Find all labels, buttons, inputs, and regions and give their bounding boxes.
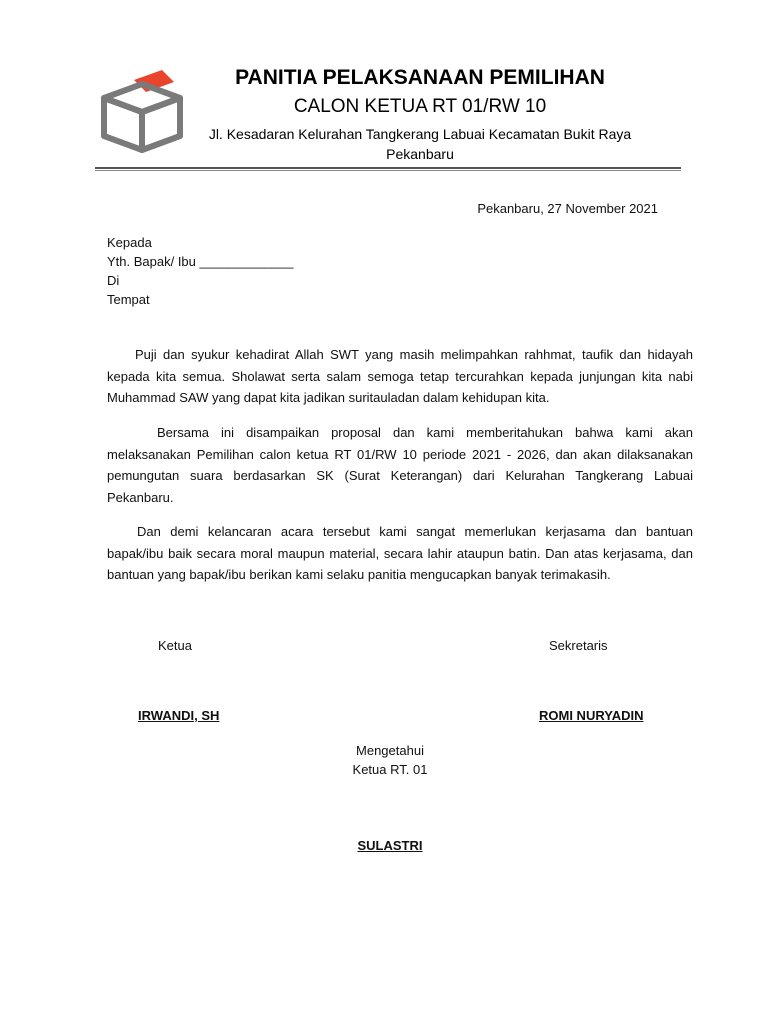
recipient-line-kepada: Kepada [107,235,152,250]
letterhead-subtitle: CALON KETUA RT 01/RW 10 [293,96,547,117]
ketua-rt-name: SULASTRI [357,838,423,853]
sekretaris-role-label: Sekretaris [549,638,608,653]
recipient-line-tempat: Tempat [107,292,150,307]
recipient-line-di: Di [107,273,120,288]
mengetahui-label: Mengetahui [356,743,424,758]
recipient-line-yth: Yth. Bapak/ Ibu _____________ [107,254,294,269]
letterhead-divider-thin [95,170,681,171]
letter-date: Pekanbaru, 27 November 2021 [477,201,658,216]
body-paragraph-2: Bersama ini disampaikan proposal dan kami memberitahukan bahwa kami akan melaksanakan Pemilihan calon ketua RT 01/RW 10 periode 2021 - 2026, dan akan dilaksanakan pemungutan suara berdasarkan SK (Surat Keterangan) dari Kelurahan Tangkerang Labuai Pekanbaru. [107,425,693,505]
organization-name: PANITIA PELAKSANAAN PEMILIHAN [235,66,605,89]
letterhead-address: Jl. Kesadaran Kelurahan Tangkerang Labuai Kecamatan Bukit Raya Pekanbaru [208,126,632,162]
letterhead-divider [95,167,681,169]
ketua-role-label: Ketua [158,638,192,653]
body-paragraph-1: Puji dan syukur kehadirat Allah SWT yang masih melimpahkan rahhmat, taufik dan hidayah kepada kita semua. Sholawat serta salam semoga tetap tercurahkan kepada junjungan kita nabi Muhammad SAW yang dapat kita jadikan suritauladan dalam kehidupan kita. [107,347,693,405]
ketua-name: IRWANDI, SH [138,708,220,723]
ballot-box-icon [98,66,186,156]
body-paragraph-3: Dan demi kelancaran acara tersebut kami sangat memerlukan kerjasama dan bantuan bapak/ibu baik secara moral maupun material, secara lahir ataupun batin. Dan atas kerjasama, dan bantuan yang bapak/ibu berikan kami selaku panitia mengucapkan banyak terimakasih. [107,524,693,582]
ketua-rt-role-label: Ketua RT. 01 [352,762,428,777]
recipient-block [107,233,294,309]
sekretaris-name: ROMI NURYADIN [539,708,644,723]
